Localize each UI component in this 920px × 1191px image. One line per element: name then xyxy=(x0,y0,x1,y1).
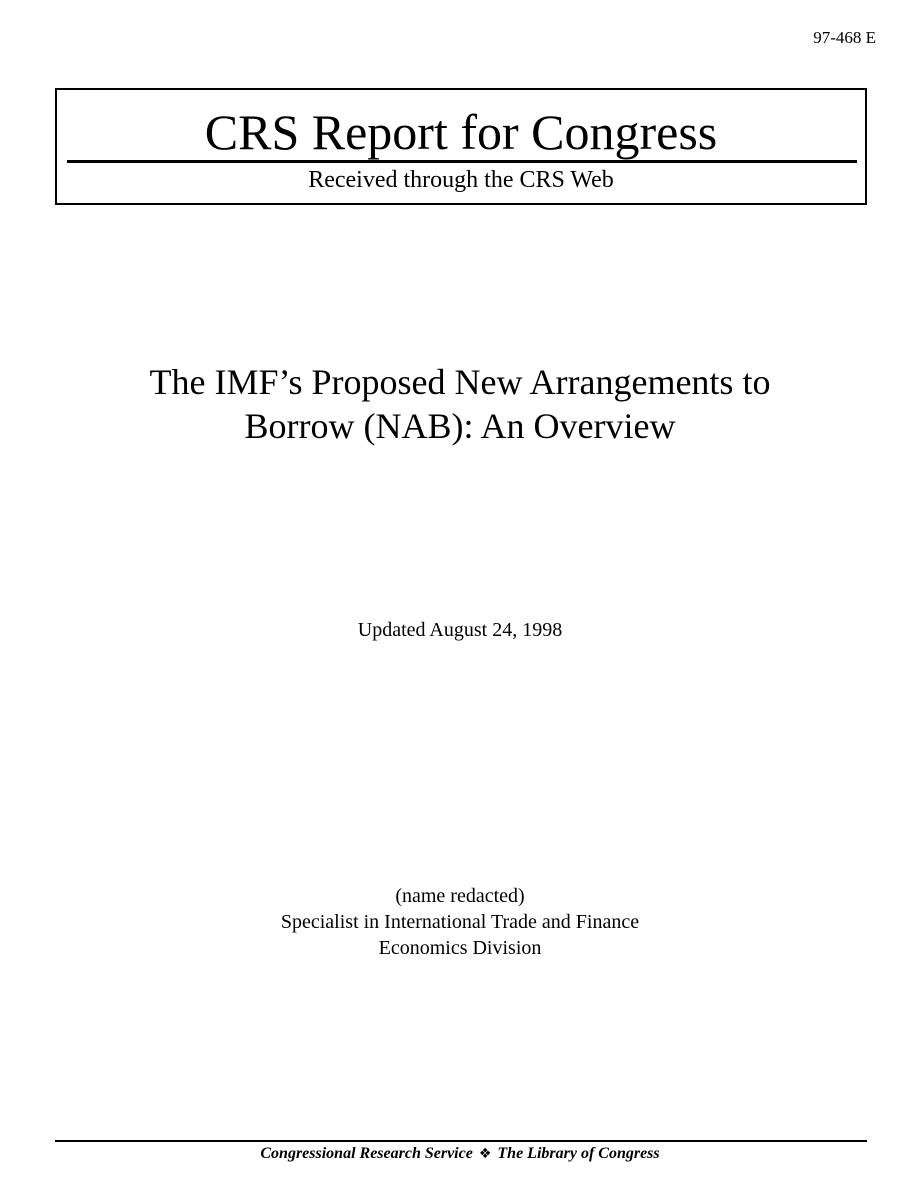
document-title xyxy=(60,360,860,448)
report-header-box xyxy=(55,88,867,205)
report-header-title: CRS Report for Congress xyxy=(204,104,718,160)
document-title-line-2: Borrow (NAB): An Overview xyxy=(244,406,676,446)
author-name: (name redacted) xyxy=(395,885,525,907)
footer xyxy=(0,1143,920,1165)
author-position: Specialist in International Trade and Finance xyxy=(280,911,640,933)
report-number: 97-468 E xyxy=(813,28,876,47)
footer-right-text: The Library of Congress xyxy=(497,1145,660,1162)
report-header-subtitle: Received through the CRS Web xyxy=(308,167,614,193)
diamond-separator-icon: ❖ xyxy=(478,1146,492,1162)
document-date: Updated August 24, 1998 xyxy=(357,619,563,641)
footer-divider xyxy=(55,1140,867,1142)
author-block xyxy=(0,883,920,961)
author-division: Economics Division xyxy=(378,937,542,959)
header-divider xyxy=(67,160,857,163)
footer-left-text: Congressional Research Service xyxy=(260,1145,473,1162)
document-title-line-1: The IMF’s Proposed New Arrangements to xyxy=(149,362,771,402)
